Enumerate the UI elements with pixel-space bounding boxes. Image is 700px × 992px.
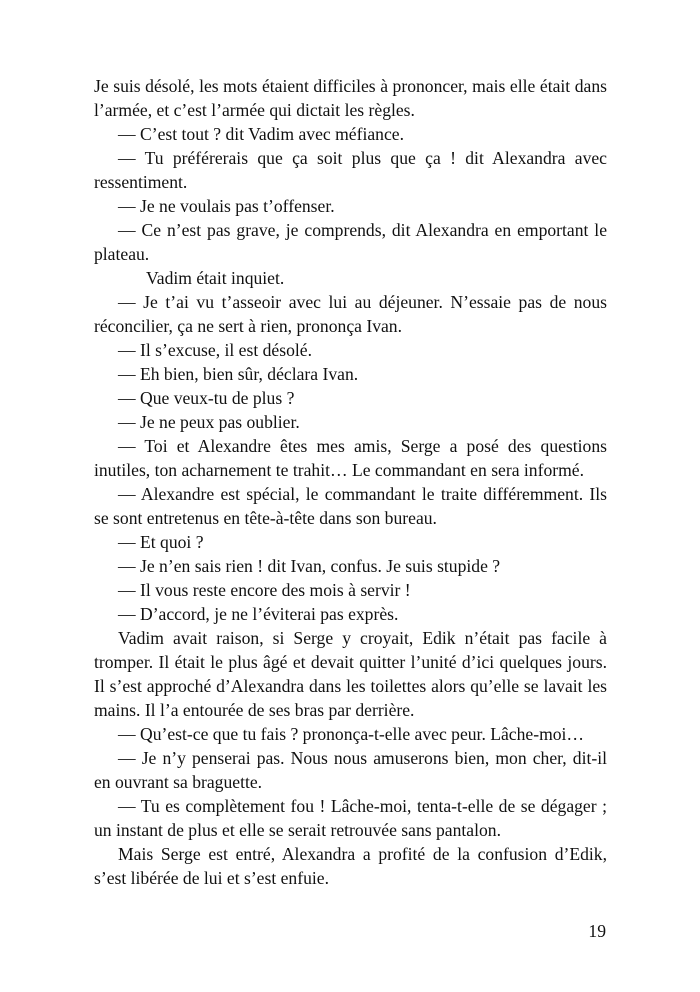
dialogue-line: — Et quoi ? <box>118 532 204 552</box>
paragraph: Vadim était inquiet. <box>146 268 285 288</box>
dialogue-line: — Je n’y penserai pas. Nous nous amuserons bien, mon cher, dit-il en ouvrant sa braguette. <box>94 748 607 792</box>
dialogue-line: — Tu es complètement fou ! Lâche-moi, tenta-t-elle de se dégager ; un instant de plus et elle se serait retrouvée sans pantalon. <box>94 796 607 840</box>
dialogue-line: — Toi et Alexandre êtes mes amis, Serge a posé des questions inutiles, ton acharnement te trahit… Le commandant en sera informé. <box>94 436 607 480</box>
dialogue-line: — Il vous reste encore des mois à servir ! <box>118 580 411 600</box>
paragraph: Vadim avait raison, si Serge y croyait, Edik n’était pas facile à tromper. Il était le plus âgé et devait quitter l’unité d’ici quelques jours. Il s’est approché d’Alexandra dans les toilettes alors qu’elle se lavait les mains. Il l’a entourée de ses bras par derrière. <box>94 628 607 720</box>
dialogue-line: — Eh bien, bien sûr, déclara Ivan. <box>118 364 359 384</box>
dialogue-line: — D’accord, je ne l’éviterai pas exprès. <box>118 604 399 624</box>
dialogue-line: — Je ne voulais pas t’offenser. <box>118 196 335 216</box>
dialogue-line: — Je n’en sais rien ! dit Ivan, confus. Je suis stupide ? <box>118 556 501 576</box>
dialogue-line: — Que veux-tu de plus ? <box>118 388 295 408</box>
dialogue-line: — Qu’est-ce que tu fais ? prononça-t-elle avec peur. Lâche-moi… <box>118 724 585 744</box>
dialogue-line: — Tu préférerais que ça soit plus que ça ! dit Alexandra avec ressentiment. <box>94 148 607 192</box>
dialogue-line: — Il s’excuse, il est désolé. <box>118 340 312 360</box>
paragraph: Mais Serge est entré, Alexandra a profité de la confusion d’Edik, s’est libérée de lui et s’est enfuie. <box>94 844 607 888</box>
page-number: 19 <box>588 921 606 941</box>
dialogue-line: — Je t’ai vu t’asseoir avec lui au déjeuner. N’essaie pas de nous réconcilier, ça ne sert à rien, prononça Ivan. <box>94 292 607 336</box>
dialogue-line: — Ce n’est pas grave, je comprends, dit Alexandra en emportant le plateau. <box>94 220 607 264</box>
dialogue-line: — Alexandre est spécial, le commandant le traite différemment. Ils se sont entretenus en tête-à-tête dans son bureau. <box>94 484 607 528</box>
dialogue-line: — Je ne peux pas oublier. <box>118 412 300 432</box>
page-body <box>94 74 607 890</box>
paragraph: Je suis désolé, les mots étaient difficiles à prononcer, mais elle était dans l’armée, et c’est l’armée qui dictait les règles. <box>94 76 607 120</box>
dialogue-line: — C’est tout ? dit Vadim avec méfiance. <box>118 124 404 144</box>
